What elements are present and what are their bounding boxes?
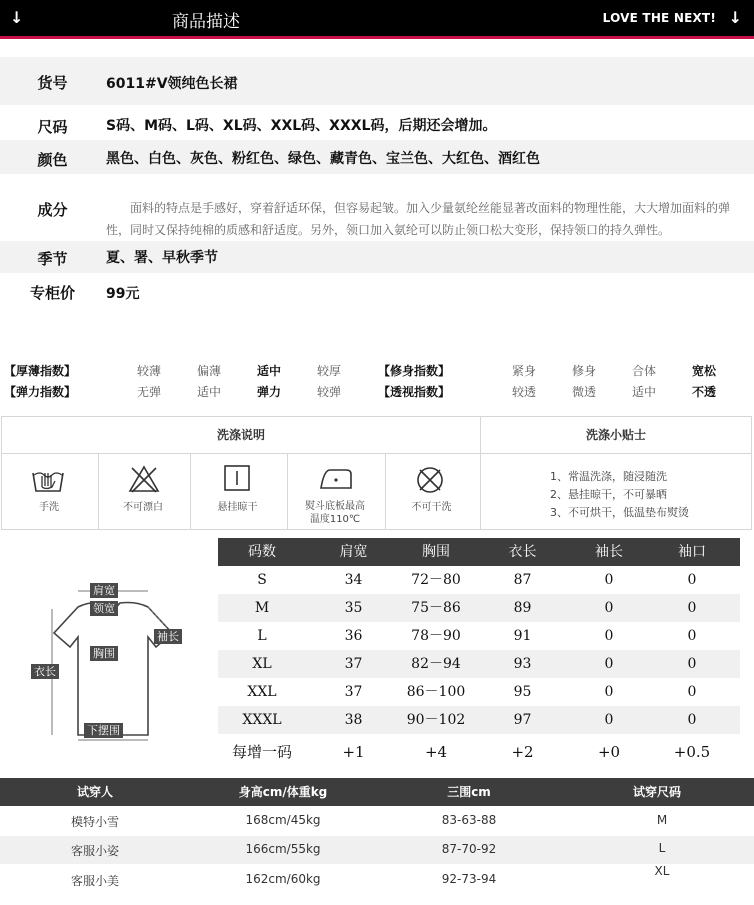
thickness-option: 较薄 [137,364,162,378]
shoulder-width-tag: 肩宽 [90,583,118,598]
fit-option: 修身 [572,364,597,378]
size-col-header: 袖长 [595,544,623,560]
divider [190,453,191,529]
chest-tag: 胸围 [90,646,118,661]
size-value-cell: 75－86 [411,600,461,616]
size-code-cell: M [254,600,270,616]
size-value-cell: 87 [513,572,532,588]
size-code-cell: XXXL [242,712,282,728]
elasticity-option-selected: 弹力 [257,385,282,399]
sizes-value: S码、M码、L码、XL码、XXL码、XXXL码，后期还会增加。 [106,118,497,134]
model-size-cell: L [658,841,666,855]
size-value-cell: 0 [687,684,697,700]
size-code-cell: S [257,572,267,588]
iron-icon [318,466,354,492]
length-tag: 衣长 [31,664,59,679]
colors-value: 黑色、白色、灰色、粉红色、绿色、藏青色、宝兰色、大红色、酒红色 [106,151,540,167]
elasticity-option: 无弹 [137,385,162,399]
size-code-cell: L [257,628,267,644]
size-code-cell: XXL [247,684,277,700]
thickness-option: 偏薄 [197,364,222,378]
divider [98,453,99,529]
colors-label: 颜色 [37,151,68,169]
model-size-cell: XL [654,864,670,878]
material-label: 成分 [37,201,68,219]
hang-dry-icon [223,464,251,492]
size-value-cell: 91 [513,628,532,644]
iron-label: 熨斗底板最高 [305,501,365,512]
material-description: 面料的特点是手感好，穿着舒适环保，但容易起皱。加入少量氨纶丝能显著改面料的物理性能，大大增加面料的弹性，同时又保持纯棉的质感和舒适度。另外，领口加入氨纶可以防止领口松大变形，保持领口的持久弹性。 [106,201,731,237]
model-col-header: 三围cm [447,785,491,799]
header-accent-line [0,36,754,39]
increment-value-cell: +1 [342,743,365,761]
size-value-cell: 0 [687,600,697,616]
down-arrow-icon: ↓ [728,8,742,27]
sheerness-option: 微透 [572,385,597,399]
no-bleach-icon [128,464,160,494]
price-label: 专柜价 [29,284,75,302]
size-value-cell: 0 [604,684,614,700]
size-col-header: 袖口 [678,544,706,560]
hang-dry-label: 悬挂晾干 [217,502,258,513]
size-value-cell: 90－102 [406,712,466,728]
size-value-cell: 93 [513,656,532,672]
neck-width-tag: 领宽 [90,601,118,616]
increment-value-cell: +0 [597,743,621,761]
fit-option: 紧身 [512,364,537,378]
model-measurements-cell: 87-70-92 [441,842,497,856]
divider [385,453,386,529]
washing-tip: 1、常温洗涤，随浸随洗 [550,470,667,483]
washing-tips [550,468,689,522]
hand-wash-label: 手洗 [39,502,59,513]
size-value-cell: 36 [344,628,363,644]
iron-temp-label: 温度110℃ [309,514,361,525]
no-dry-clean-icon [415,465,445,495]
divider [480,417,481,529]
elasticity-index-label: 【弹力指数】 [4,385,77,399]
item-no-label: 货号 [37,74,68,92]
size-col-header: 肩宽 [339,544,368,560]
thickness-option: 较厚 [317,364,342,378]
size-value-cell: 0 [604,628,614,644]
divider [2,453,751,454]
model-name-cell: 客服小姿 [70,844,119,858]
sleeve-length-tag: 袖长 [154,629,182,644]
size-value-cell: 0 [604,600,614,616]
size-value-cell: 35 [344,600,363,616]
model-height-weight-cell: 162cm/60kg [245,872,321,886]
size-value-cell: 0 [604,656,614,672]
sheerness-option: 适中 [632,385,657,399]
size-value-cell: 0 [687,628,697,644]
size-value-cell: 97 [513,712,532,728]
size-value-cell: 0 [687,712,697,728]
season-value: 夏、署、早秋季节 [106,250,218,266]
model-col-header: 试穿尺码 [632,785,681,799]
size-value-cell: 78－90 [411,628,461,644]
size-value-cell: 95 [513,684,532,700]
fit-option: 合体 [632,364,657,378]
size-value-cell: 37 [344,684,363,700]
washing-title: 洗涤说明 [216,428,265,442]
size-value-cell: 86－100 [406,684,466,700]
model-measurements-cell: 83-63-88 [441,813,497,827]
model-name-cell: 客服小美 [70,874,119,888]
thickness-index-label: 【厚薄指数】 [4,364,77,378]
size-code-cell: XL [252,656,272,672]
fit-index-label: 【修身指数】 [378,364,451,378]
size-col-header: 胸围 [422,544,450,560]
increment-value-cell: +4 [424,743,448,761]
season-label: 季节 [37,250,68,268]
size-value-cell: 89 [513,600,532,616]
increment-value-cell: +0.5 [673,743,711,761]
size-value-cell: 72－80 [411,572,461,588]
hand-wash-icon [30,463,66,495]
sheerness-index-label: 【透视指数】 [378,385,451,399]
increment-value-cell: +2 [511,743,534,761]
washing-tips-title: 洗涤小贴士 [585,428,646,442]
size-col-header: 码数 [248,544,276,560]
item-no-value: 6011#V领纯色长裙 [106,76,238,92]
hem-tag: 下摆围 [84,723,123,738]
size-value-cell: 38 [344,712,363,728]
sheerness-option: 较透 [512,385,537,399]
size-value-cell: 34 [344,572,363,588]
page-title: 商品描述 [172,12,240,32]
size-value-cell: 0 [604,712,614,728]
no-dry-clean-label: 不可干洗 [411,502,452,513]
model-height-weight-cell: 166cm/55kg [245,842,321,856]
price-value: 99元 [106,286,140,302]
increment-label: 每增一码 [231,743,292,761]
sheerness-option-selected: 不透 [692,385,717,399]
size-value-cell: 0 [687,572,697,588]
size-value-cell: 0 [604,572,614,588]
model-name-cell: 模特小雪 [70,815,119,829]
model-height-weight-cell: 168cm/45kg [245,813,321,827]
slogan-text: LOVE THE NEXT! [602,11,716,25]
size-value-cell: 82－94 [411,656,461,672]
model-col-header: 试穿人 [76,785,113,799]
model-size-cell: M [656,813,668,827]
thickness-option-selected: 适中 [257,364,282,378]
size-value-cell: 0 [687,656,697,672]
washing-tip: 3、不可烘干，低温垫布熨烫 [550,506,689,519]
sizes-label: 尺码 [37,118,68,136]
fit-option-selected: 宽松 [692,364,717,378]
elasticity-option: 适中 [197,385,222,399]
no-bleach-label: 不可漂白 [123,502,163,513]
model-measurements-cell: 92-73-94 [441,872,497,886]
washing-tip: 2、悬挂晾干，不可暴晒 [550,488,667,501]
size-value-cell: 37 [344,656,363,672]
model-col-header: 身高cm/体重kg [238,785,328,799]
size-col-header: 衣长 [508,544,537,560]
elasticity-option: 较弹 [317,385,342,399]
down-arrow-icon: ↓ [10,8,24,27]
